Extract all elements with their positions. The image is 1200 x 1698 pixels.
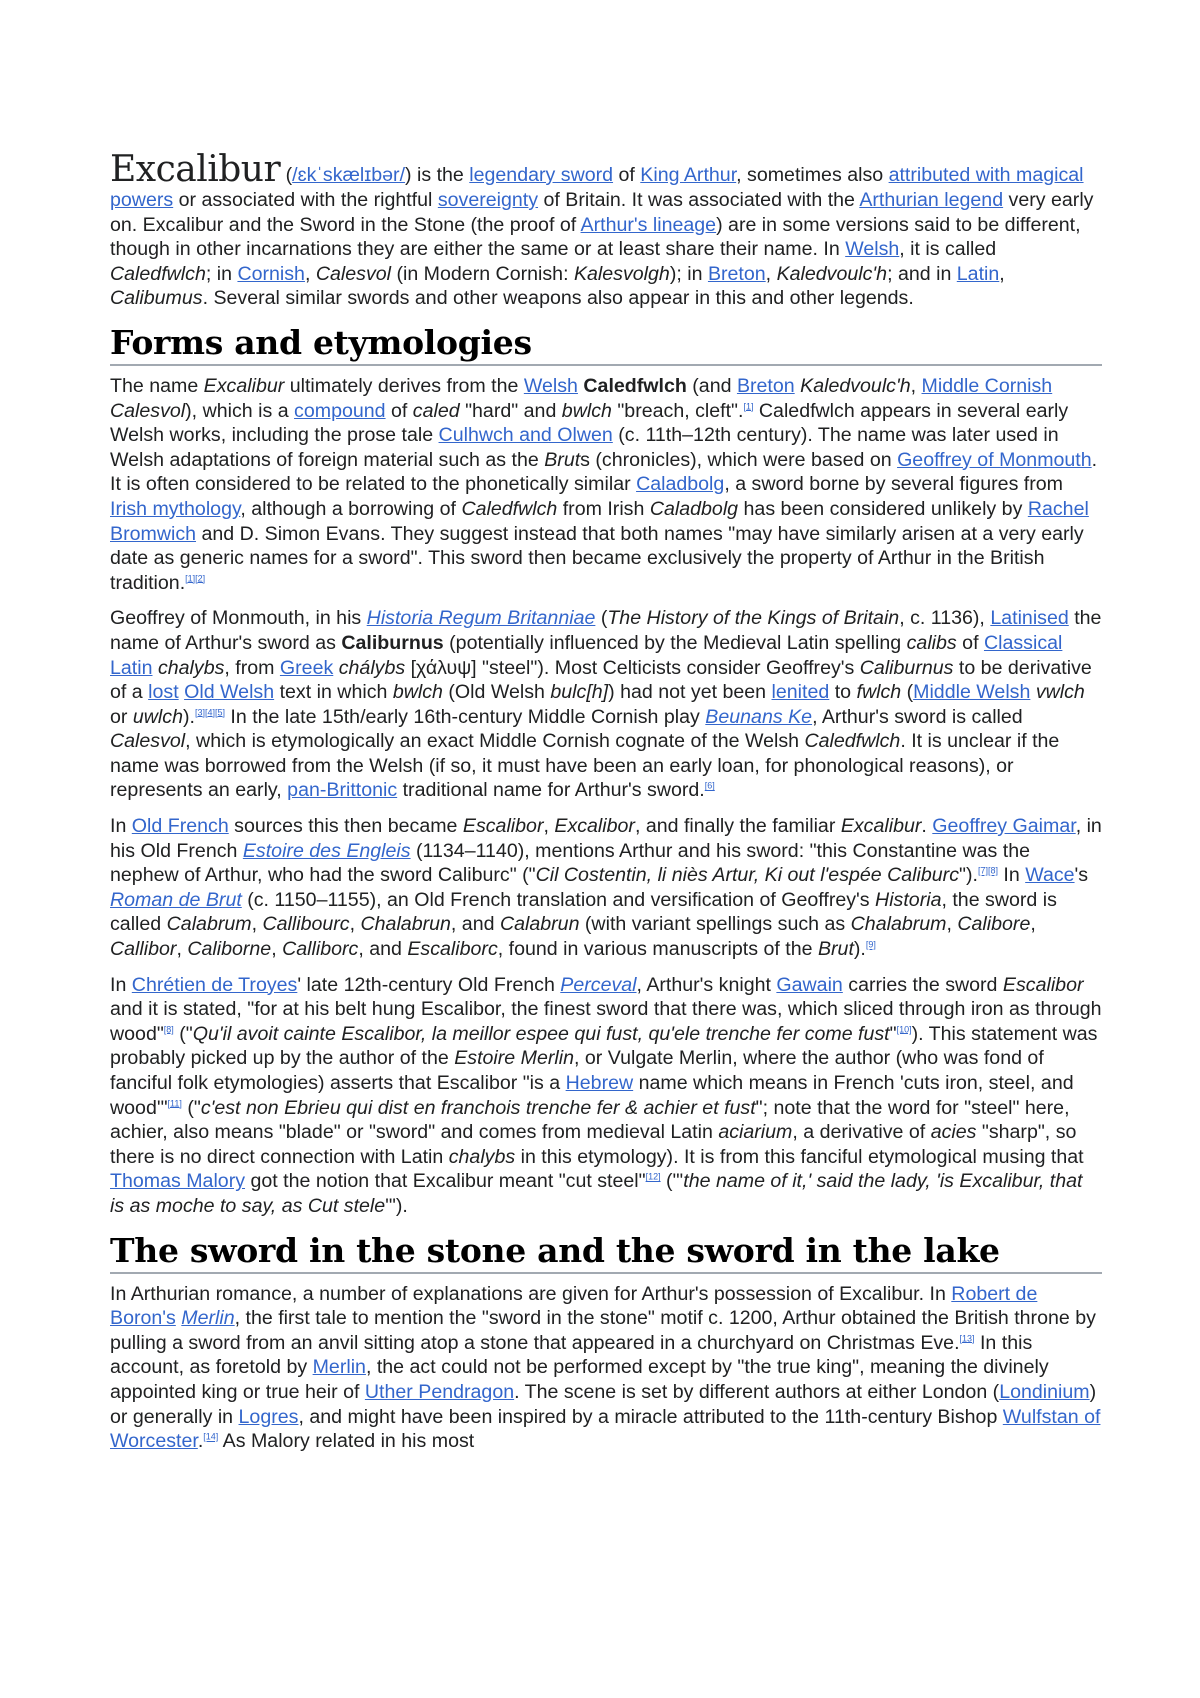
link-sovereignty[interactable]: sovereignty (437, 189, 539, 211)
citation-ref[interactable]: [11] (167, 1098, 182, 1109)
link-londinium[interactable]: Londinium (999, 1380, 1090, 1403)
link-latin[interactable]: Latin (956, 262, 1000, 285)
citation-ref[interactable]: [10] (896, 1024, 912, 1035)
citation-ref[interactable]: [3][4][5] (194, 707, 225, 718)
link-caladbolg[interactable]: Caladbolg (636, 473, 725, 496)
link-breton[interactable]: Breton (707, 262, 766, 285)
pronunciation-link[interactable]: /ɛkˈskælɪbər/ (292, 164, 406, 186)
link-uther-pendragon[interactable]: Uther Pendragon (364, 1380, 515, 1403)
link-middle-cornish[interactable]: Middle Cornish (921, 374, 1053, 397)
link-magical-powers[interactable]: attributed with magical powers (110, 164, 1084, 211)
link-roman-de-brut[interactable]: Roman de Brut (110, 888, 242, 911)
citation-ref[interactable]: [1] (743, 401, 754, 412)
link-arthurian-legend[interactable]: Arthurian legend (859, 189, 1004, 211)
link-estoire-des-engleis[interactable]: Estoire des Engleis (242, 839, 411, 862)
link-legendary-sword[interactable]: legendary sword (469, 164, 614, 186)
citation-ref[interactable]: [6] (704, 780, 715, 791)
link-rachel-bromwich[interactable]: Rachel Bromwich (110, 497, 1089, 545)
link-welsh[interactable]: Welsh (523, 374, 578, 397)
link-lost[interactable]: lost (148, 681, 179, 704)
link-thomas-malory[interactable]: Thomas Malory (110, 1170, 246, 1193)
section-heading-sword-in-stone: The sword in the stone and the sword in the lake (110, 1231, 1102, 1274)
link-geoffrey-gaimar[interactable]: Geoffrey Gaimar (932, 815, 1076, 838)
link-wulfstan-of-worcester[interactable]: Wulfstan of Worcester (110, 1405, 1101, 1453)
stone-paragraph-1: In Arthurian romance, a number of explanations are given for Arthur's possession of Excalibur. In Robert de Boron's Merlin, the first tale to mention the "sword in the stone" motif c. 1200, Arthur obtained the British throne by pulling a sword from an anvil sitting atop a stone that appeared in a churchyard on Christmas Eve.[13] In this account, as foretold by Merlin, the act could not be performed except by "the true king", meaning the divinely appointed king or true heir of Uther Pendragon. The scene is set by different authors at either London (Londinium) or generally in Logres, and might have been inspired by a miracle attributed to the 11th-century Bishop Wulfstan of Worcester.[14] As Malory related in his most (110, 1282, 1101, 1453)
link-lenited[interactable]: lenited (771, 681, 830, 704)
forms-paragraph-1: The name Excalibur ultimately derives from the Welsh Caledfwlch (and Breton Kaledvoulc'h, Middle Cornish Calesvol), which is a compound of caled "hard" and bwlch "breach, cleft".[1] Caledfwlch appears in several early Welsh works, including the prose tale Culhwch and Olwen (c. 11th–12th century). The name was later used in Welsh adaptations of foreign material such as the Bruts (chronicles), which were based on Geoffrey of Monmouth. It is often considered to be related to the phonetically similar Caladbolg, a sword borne by several figures from Irish mythology, although a borrowing of Caledfwlch from Irish Caladbolg has been considered unlikely by Rachel Bromwich and D. Simon Evans. They suggest instead that both names "may have similarly arisen at a very early date as generic names for a sword". This sword then became exclusively the property of Arthur in the British tradition.[1][2] (110, 374, 1098, 594)
citation-ref[interactable]: [7][8] (977, 865, 998, 876)
citation-ref[interactable]: [12] (645, 1171, 661, 1182)
section-heading-forms: Forms and etymologies (110, 323, 1102, 366)
citation-ref[interactable]: [14] (203, 1431, 219, 1442)
link-greek[interactable]: Greek (279, 656, 334, 679)
link-beunans-ke[interactable]: Beunans Ke (705, 705, 813, 728)
forms-paragraph-2: Geoffrey of Monmouth, in his Historia Regum Britanniae (The History of the Kings of Britain, c. 1136), Latinised the name of Arthur's sword as Caliburnus (potentially influenced by the Medieval Latin spelling calibs of Classical Latin chalybs, from Greek chálybs [χάλυψ] "steel"). Most Celticists consider Geoffrey's Caliburnus to be derivative of a lost Old Welsh text in which bwlch (Old Welsh bulc[h]) had not yet been lenited to fwlch (Middle Welsh vwlch or uwlch).[3][4][5] In the late 15th/early 16th-century Middle Cornish play Beunans Ke, Arthur's sword is called Calesvol, which is etymologically an exact Middle Cornish cognate of the Welsh Caledfwlch. It is unclear if the name was borrowed from the Welsh (if so, it must have been an early loan, for phonological reasons), or represents an early, pan-Brittonic traditional name for Arthur's sword.[6] (110, 607, 1102, 802)
link-culhwch-and-olwen[interactable]: Culhwch and Olwen (438, 424, 613, 447)
link-compound[interactable]: compound (294, 399, 386, 422)
link-merlin-poem[interactable]: Merlin (181, 1307, 235, 1330)
forms-paragraph-3: In Old French sources this then became Escalibor, Excalibor, and finally the familiar Excalibur. Geoffrey Gaimar, in his Old French Estoire des Engleis (1134–1140), mentions Arthur and his sword: "this Constantine was the nephew of Arthur, who had the sword Caliburc" ("Cil Costentin, li niès Artur, Ki out l'espée Caliburc").[7][8] In Wace's Roman de Brut (c. 1150–1155), an Old French translation and versification of Geoffrey's Historia, the sword is called Calabrum, Callibourc, Chalabrun, and Calabrun (with variant spellings such as Chalabrum, Calibore, Callibor, Caliborne, Calliborc, and Escaliborc, found in various manuscripts of the Brut).[9] (110, 815, 1102, 961)
article-title: Excalibur (110, 149, 281, 190)
link-wace[interactable]: Wace (1025, 864, 1075, 887)
link-perceval[interactable]: Perceval (560, 973, 637, 996)
link-cornish[interactable]: Cornish (237, 262, 305, 285)
citation-ref[interactable]: [13] (959, 1333, 975, 1344)
link-merlin[interactable]: Merlin (312, 1356, 366, 1379)
link-robert-de-boron[interactable]: Robert de Boron's (110, 1282, 1038, 1330)
citation-ref[interactable]: [9] (865, 939, 876, 950)
link-geoffrey-of-monmouth[interactable]: Geoffrey of Monmouth (897, 448, 1092, 471)
link-logres[interactable]: Logres (238, 1405, 299, 1428)
link-hebrew[interactable]: Hebrew (565, 1072, 634, 1094)
link-historia-regum-britanniae[interactable]: Historia Regum Britanniae (366, 607, 596, 630)
link-classical-latin[interactable]: Classical Latin (110, 631, 1063, 679)
link-middle-welsh[interactable]: Middle Welsh (913, 681, 1031, 704)
article-body (110, 149, 1102, 1465)
link-irish-mythology[interactable]: Irish mythology (110, 497, 241, 520)
link-chretien-de-troyes[interactable]: Chrétien de Troyes (131, 973, 298, 996)
link-gawain[interactable]: Gawain (776, 973, 843, 996)
link-old-french[interactable]: Old French (131, 815, 229, 838)
link-king-arthur[interactable]: King Arthur (640, 164, 737, 186)
citation-ref[interactable]: [8] (163, 1024, 174, 1035)
intro-paragraph: Excalibur (/ɛkˈskælɪbər/) is the legendary sword of King Arthur, sometimes also attributed with magical powers or associated with the rightful sovereignty of Britain. It was associated with the Arthurian legend very early on. Excalibur and the Sword in the Stone (the proof of Arthur's lineage) are in some versions said to be different, though in other incarnations they are either the same or at least share their name. In Welsh, it is called Caledfwlch; in Cornish, Calesvol (in Modern Cornish: Kalesvolgh); in Breton, Kaledvoulc'h; and in Latin, Calibumus. Several similar swords and other weapons also appear in this and other legends. (110, 149, 1094, 310)
link-latinised[interactable]: Latinised (990, 607, 1069, 630)
link-pan-brittonic[interactable]: pan-Brittonic (287, 779, 398, 802)
link-old-welsh[interactable]: Old Welsh (184, 681, 275, 704)
forms-paragraph-4: In Chrétien de Troyes' late 12th-century Old French Perceval, Arthur's knight Gawain carries the sword Escalibor and it is stated, "for at his belt hung Escalibor, the finest sword that there was, which sliced through iron as through wood"[8] ("Qu'il avoit cainte Escalibor, la meillor espee qui fust, qu'ele trenche fer come fust"[10]). This statement was probably picked up by the author of the Estoire Merlin, or Vulgate Merlin, where the author (who was fond of fanciful folk etymologies) asserts that Escalibor "is a Hebrew name which means in French 'cuts iron, steel, and wood'"[11] ("c'est non Ebrieu qui dist en franchois trenche fer & achier et fust"; note that the word for "steel" here, achier, also means "blade" or "sword" and comes from medieval Latin aciarium, a derivative of acies "sharp", so there is no direct connection with Latin chalybs in this etymology). It is from this fanciful etymological musing that Thomas Malory got the notion that Excalibur meant "cut steel"[12] ("'the name of it,' said the lady, 'is Excalibur, that is as moche to say, as Cut stele'"). (110, 973, 1102, 1217)
link-breton[interactable]: Breton (736, 374, 795, 397)
link-arthurs-lineage[interactable]: Arthur's lineage (580, 213, 717, 236)
link-welsh[interactable]: Welsh (845, 238, 900, 261)
citation-ref[interactable]: [1][2] (185, 573, 206, 584)
